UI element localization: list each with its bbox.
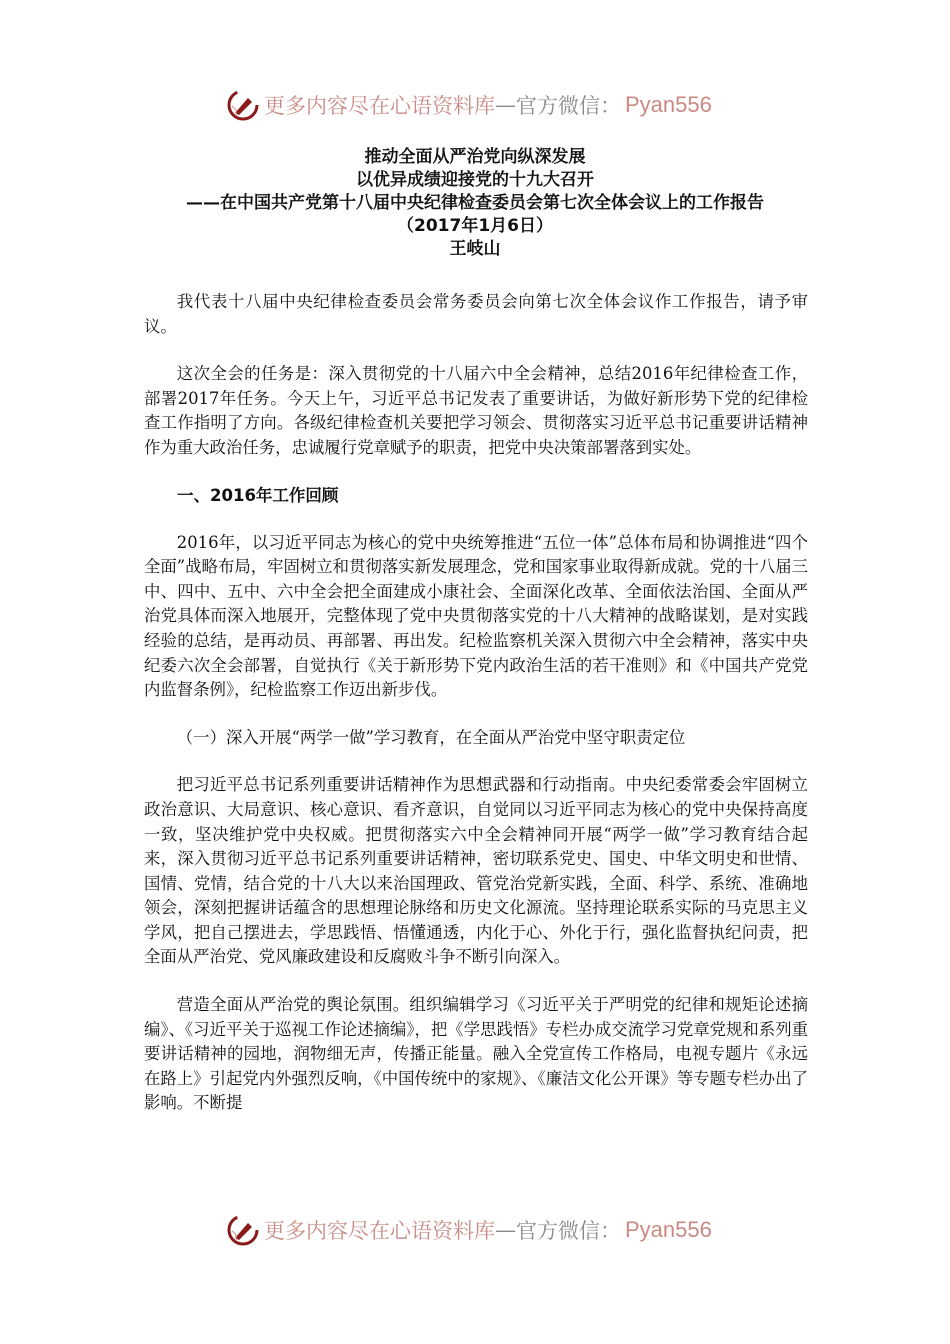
title-line-2: 以优异成绩迎接党的十九大召开 bbox=[356, 170, 594, 190]
title-author: 王岐山 bbox=[449, 239, 501, 259]
paragraph-2: 这次全会的任务是：深入贯彻党的十八届六中全会精神，总结2016年纪律检查工作，部署2017年任务。今天上午，习近平总书记发表了重要讲话，为做好新形势下党的纪律检查工作指明了方向。各级纪律检查机关要把学习领会、贯彻落实习近平总书记重要讲话精神作为重大政治任务，忠诚履行党章赋予的职责，把党中央决策部署落到实处。 bbox=[144, 364, 808, 457]
document-body bbox=[144, 290, 808, 1139]
paragraph-4: 把习近平总书记系列重要讲话精神作为思想武器和行动指南。中央纪委常委会牢固树立政治意识、大局意识、核心意识、看齐意识，自觉同以习近平同志为核心的党中央保持高度一致，坚决维护党中央权威。把贯彻落实六中全会精神同开展“两学一做”学习教育结合起来，深入贯彻习近平总书记系列重要讲话精神，密切联系党史、国史、中华文明史和世情、国情、党情，结合党的十八大以来治国理政、管党治党新实践，全面、科学、系统、准确地领会，深刻把握讲话蕴含的思想理论脉络和历史文化源流。坚持理论联系实际的马克思主义学风，把自己摆进去，学思践悟、悟懂通透，内化于心、外化于行，强化监督执纪问责，把全面从严治党、党风廉政建设和反腐败斗争不断引向深入。 bbox=[144, 775, 808, 967]
watermark-id: Pyan556 bbox=[625, 92, 712, 117]
watermark-dash: — bbox=[495, 93, 516, 117]
paragraph-3: 2016年，以习近平同志为核心的党中央统筹推进“五位一体”总体布局和协调推进“四个全面”战略布局，牢固树立和贯彻落实新发展理念，党和国家事业取得新成就。党的十八届三中、四中、五中、六中全会把全面建成小康社会、全面深化改革、全面依法治国、全面从严治党具体而深入地展开，完整体现了党中央贯彻落实党的十八大精神的战略谋划，是对实践经验的总结，是再动员、再部署、再出发。纪检监察机关深入贯彻六中全会精神，落实中央纪委六次全会部署，自觉执行《关于新形势下党内政治生活的若干准则》和《中国共产党党内监督条例》，纪检监察工作迈出新步伐。 bbox=[144, 532, 809, 700]
watermark-header bbox=[226, 85, 726, 125]
title-line-3: ——在中国共产党第十八届中央纪律检查委员会第七次全体会议上的工作报告 bbox=[186, 193, 764, 213]
watermark-dash: — bbox=[495, 1218, 516, 1242]
title-date: （2017年1月6日） bbox=[397, 216, 553, 236]
watermark-footer bbox=[226, 1210, 726, 1250]
watermark-gray-text: 官方微信： bbox=[516, 94, 621, 118]
subsection-heading-1: （一）深入开展“两学一做”学习教育，在全面从严治党中坚守职责定位 bbox=[176, 727, 686, 747]
watermark-red-text: 更多内容尽在心语资料库 bbox=[264, 94, 495, 118]
watermark-id: Pyan556 bbox=[625, 1217, 712, 1242]
watermark-red-text: 更多内容尽在心语资料库 bbox=[264, 1219, 495, 1243]
paragraph-5: 营造全面从严治党的舆论氛围。组织编辑学习《习近平关于严明党的纪律和规矩论述摘编》、《习近平关于巡视工作论述摘编》，把《学思践悟》专栏办成交流学习党章党规和系列重要讲话精神的园地，润物细无声，传播正能量。融入全党宣传工作格局，电视专题片《永远在路上》引起党内外强烈反响，《中国传统中的家规》、《廉洁文化公开课》等专题专栏办出了影响。不断提 bbox=[144, 995, 808, 1113]
section-heading-1: 一、2016年工作回顾 bbox=[177, 485, 339, 505]
paragraph-1: 我代表十八届中央纪律检查委员会常务委员会向第七次全体会议作工作报告，请予审议。 bbox=[144, 292, 808, 336]
document-title bbox=[0, 146, 950, 261]
watermark-gray-text: 官方微信： bbox=[516, 1219, 621, 1243]
title-line-1: 推动全面从严治党向纵深发展 bbox=[364, 147, 586, 167]
pen-logo-icon bbox=[226, 1213, 260, 1247]
pen-logo-icon bbox=[226, 88, 260, 122]
